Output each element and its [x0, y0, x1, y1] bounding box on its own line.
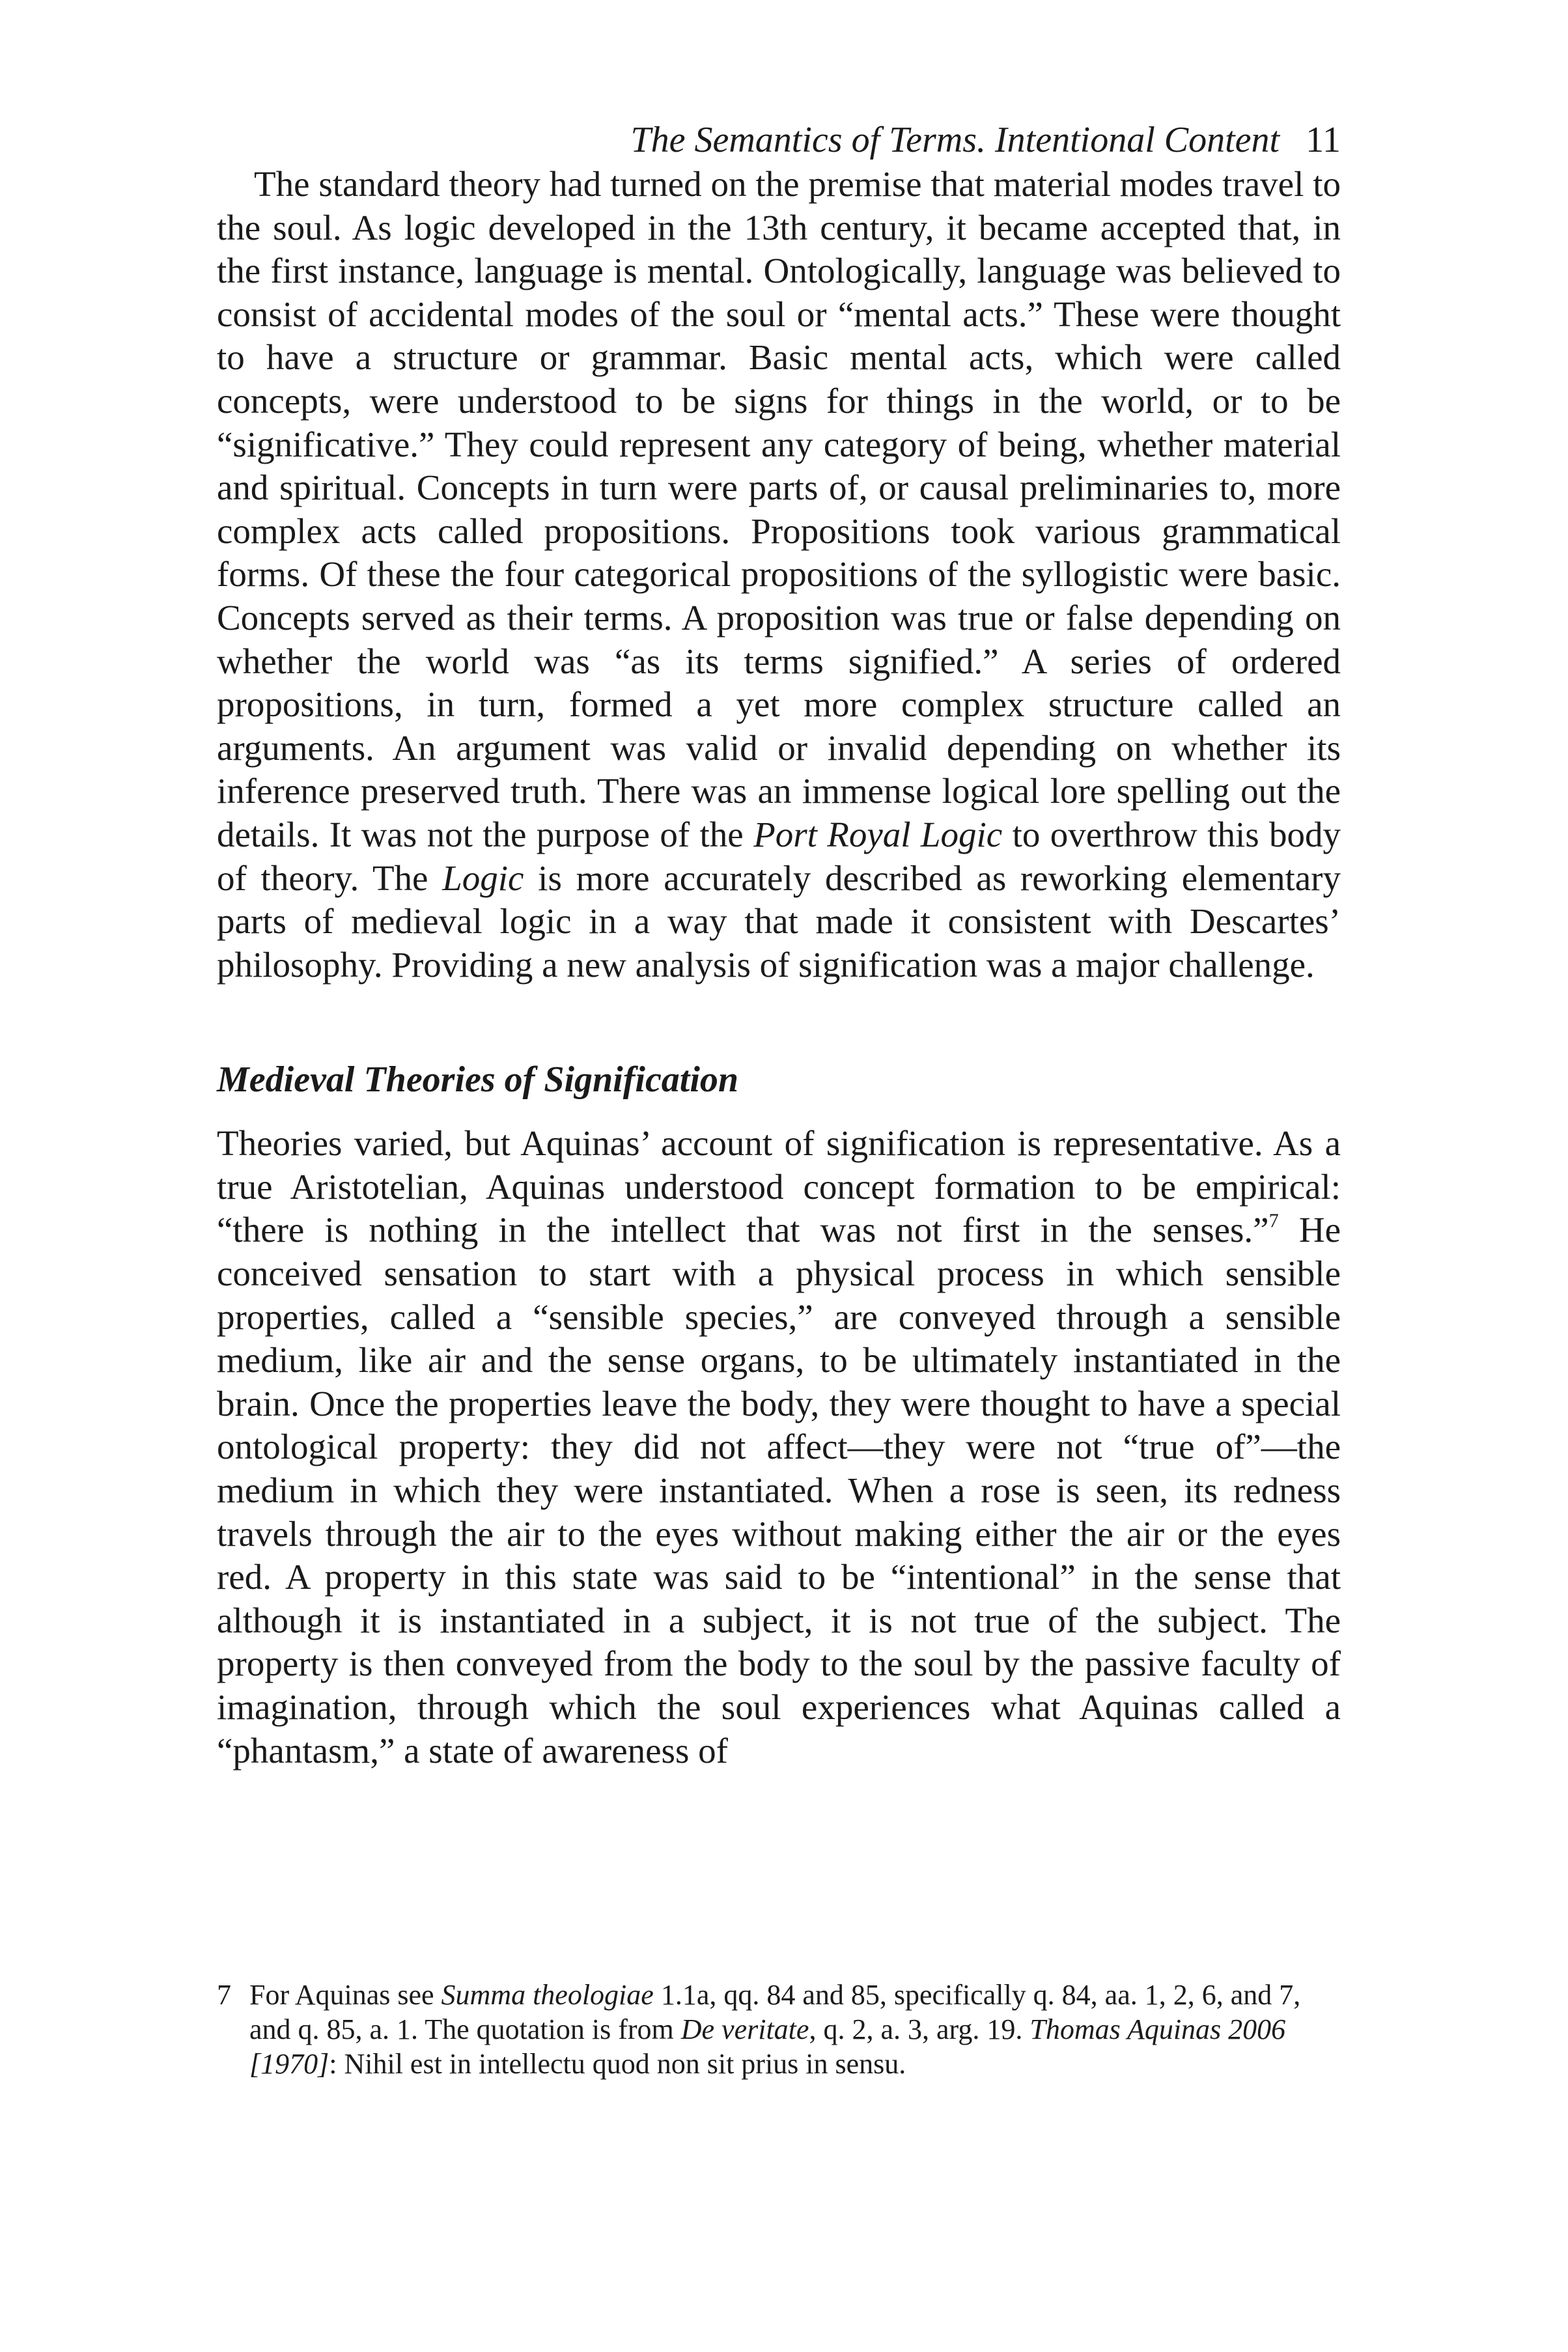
page-number: 11 [1306, 120, 1341, 160]
footnote-7 [217, 1978, 1341, 2081]
italic-citation: Thomas Aquinas 2006 [1970] [249, 2013, 1286, 2080]
footnote-number: 7 [217, 1979, 231, 2011]
paragraph-text: is more accurately described as reworking elementary parts of medieval logic in a way that made it consistent with Descartes’ philosophy. Providing a new analysis of signification was a major challenge. [217, 858, 1341, 985]
italic-title-port-royal-logic: Port Royal Logic [753, 814, 1003, 854]
paragraph-text: The standard theory had turned on the premise that material modes travel to the soul. As logic developed in the 13th century, it became accepted that, in the first instance, language is mental. Ontologically, language was believed to consist of accidental modes of the soul or “mental acts.” These were thought to have a structure or grammar. Basic mental acts, which were called concepts, were understood to be signs for things in the world, or to be “significative.” They could represent any category of being, whether material and spiritual. Concepts in turn were parts of, or causal preliminaries to, more complex acts called propositions. Propositions took various grammatical forms. Of these the four categorical propositions of the syllogistic were basic. Concepts served as their terms. A proposition was true or false depending on whether the world was “as its terms signified.” A series of ordered propositions, in turn, formed a yet more complex structure called an arguments. An argument was valid or invalid depending on whether its inference preserved truth. There was an immense logical lore spelling out the details. It was not the purpose of the [217, 164, 1341, 854]
italic-title-de-veritate: De veritate [680, 2013, 809, 2045]
footnote-text [249, 1978, 1341, 2081]
footnote-text-part: , q. 2, a. 3, arg. 19. [809, 2013, 1023, 2045]
footnote-text-part: For Aquinas see [249, 1979, 434, 2011]
footnote-text-part: 1.1a, qq. 84 and 85, specifically q. 84, aa. 1, 2, 6, and 7, and q. 85, a. 1. The quotation is from [249, 1979, 1301, 2045]
running-head [217, 117, 1341, 163]
paragraph-text: to overthrow this body of theory. The [217, 814, 1341, 898]
footnote-reference[interactable]: 7 [1268, 1209, 1279, 1232]
section-heading: Medieval Theories of Signification [217, 1059, 739, 1100]
paragraph-text: He conceived sensation to start with a physical process in which sensible properties, called a “sensible species,” are conveyed through a sensible medium, like air and the sense organs, to be ultimately instantiated in the brain. Once the properties leave the body, they were thought to have a special ontological property: they did not affect—they were not “true of”—the medium in which they were instantiated. When a rose is seen, its redness travels through the air to the eyes without making either the air or the eyes red. A property in this state was said to be “intentional” in the sense that although it is instantiated in a subject, it is not true of the subject. The property is then conveyed from the body to the soul by the passive faculty of imagination, through which the soul experiences what Aquinas called a “phantasm,” a state of awareness of [217, 1210, 1341, 1771]
footnote-text-part: : Nihil est in intellectu quod non sit prius in sensu. [329, 2048, 906, 2080]
body-paragraph-2 [217, 1122, 1341, 1772]
body-paragraph-1 [217, 163, 1341, 987]
italic-title-summa-theologiae: Summa theologiae [441, 1979, 654, 2011]
page-body [217, 117, 1341, 1772]
running-head-title: The Semantics of Terms. Intentional Content [630, 120, 1280, 160]
italic-title-logic: Logic [442, 858, 524, 898]
paragraph-text: Theories varied, but Aquinas’ account of signification is representative. As a true Aristotelian, Aquinas understood concept formation to be empirical: “there is nothing in the intellect that was not first in the senses.” [217, 1123, 1341, 1250]
